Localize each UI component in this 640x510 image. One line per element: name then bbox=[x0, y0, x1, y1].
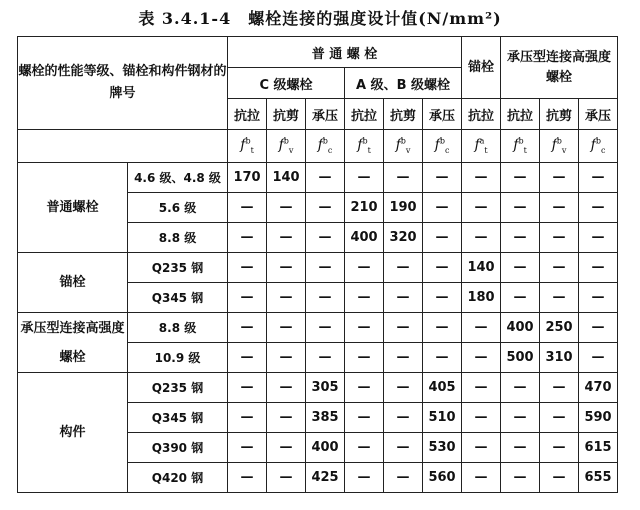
value-cell: — bbox=[462, 433, 501, 463]
value-cell: — bbox=[423, 163, 462, 193]
sub-c-header: C 级螺栓 bbox=[228, 68, 345, 99]
value-cell: — bbox=[462, 223, 501, 253]
value-cell: — bbox=[501, 193, 540, 223]
strength-symbol: $f^a_t$ bbox=[474, 136, 488, 156]
column-symbol-4 bbox=[345, 130, 384, 163]
value-cell: — bbox=[384, 433, 423, 463]
value-cell: — bbox=[306, 223, 345, 253]
value-cell: 250 bbox=[540, 313, 579, 343]
value-cell: — bbox=[462, 163, 501, 193]
value-cell: 560 bbox=[423, 463, 462, 493]
value-cell: — bbox=[384, 373, 423, 403]
group-ordinary-header: 普 通 螺 栓 bbox=[228, 37, 462, 68]
value-cell: — bbox=[267, 433, 306, 463]
value-cell: — bbox=[540, 403, 579, 433]
table-row bbox=[18, 313, 618, 343]
value-cell: — bbox=[501, 283, 540, 313]
value-cell: — bbox=[423, 253, 462, 283]
value-cell: — bbox=[384, 343, 423, 373]
value-cell: 470 bbox=[579, 373, 618, 403]
value-cell: 140 bbox=[462, 253, 501, 283]
strength-symbol: $f^b_v$ bbox=[278, 136, 294, 156]
column-symbol-8 bbox=[501, 130, 540, 163]
column-symbol-7 bbox=[462, 130, 501, 163]
value-cell: — bbox=[384, 253, 423, 283]
value-cell: — bbox=[306, 163, 345, 193]
column-label-5: 抗剪 bbox=[384, 99, 423, 130]
group-anchor-header: 锚栓 bbox=[462, 37, 501, 99]
value-cell: — bbox=[306, 343, 345, 373]
value-cell: — bbox=[462, 343, 501, 373]
sub-ab-header: A 级、B 级螺栓 bbox=[345, 68, 462, 99]
value-cell: 305 bbox=[306, 373, 345, 403]
value-cell: — bbox=[579, 163, 618, 193]
value-cell: — bbox=[267, 463, 306, 493]
strength-symbol: $f^b_c$ bbox=[434, 136, 450, 156]
value-cell: — bbox=[228, 283, 267, 313]
value-cell: — bbox=[540, 163, 579, 193]
value-cell: — bbox=[462, 193, 501, 223]
value-cell: — bbox=[345, 463, 384, 493]
grade-cell: Q420 钢 bbox=[128, 463, 228, 493]
column-label-10: 承压 bbox=[579, 99, 618, 130]
grade-cell: Q235 钢 bbox=[128, 373, 228, 403]
value-cell: — bbox=[228, 193, 267, 223]
grade-cell: 4.6 级、4.8 级 bbox=[128, 163, 228, 193]
group-name-cell: 普通螺栓 bbox=[18, 163, 128, 253]
value-cell: — bbox=[384, 463, 423, 493]
strength-symbol: $f^b_c$ bbox=[590, 136, 606, 156]
column-label-6: 承压 bbox=[423, 99, 462, 130]
value-cell: — bbox=[579, 223, 618, 253]
table-row bbox=[18, 253, 618, 283]
value-cell: — bbox=[228, 373, 267, 403]
column-label-9: 抗剪 bbox=[540, 99, 579, 130]
column-label-8: 抗拉 bbox=[501, 99, 540, 130]
value-cell: — bbox=[579, 193, 618, 223]
value-cell: 320 bbox=[384, 223, 423, 253]
grade-cell: Q390 钢 bbox=[128, 433, 228, 463]
value-cell: — bbox=[345, 343, 384, 373]
value-cell: — bbox=[345, 283, 384, 313]
column-label-2: 抗剪 bbox=[267, 99, 306, 130]
strength-symbol: $f^b_v$ bbox=[551, 136, 567, 156]
value-cell: 140 bbox=[267, 163, 306, 193]
grade-cell: 8.8 级 bbox=[128, 313, 228, 343]
value-cell: — bbox=[267, 253, 306, 283]
value-cell: — bbox=[345, 433, 384, 463]
value-cell: — bbox=[501, 403, 540, 433]
value-cell: — bbox=[228, 463, 267, 493]
value-cell: — bbox=[306, 253, 345, 283]
value-cell: — bbox=[228, 433, 267, 463]
value-cell: — bbox=[267, 313, 306, 343]
value-cell: — bbox=[540, 253, 579, 283]
value-cell: — bbox=[306, 283, 345, 313]
value-cell: — bbox=[423, 343, 462, 373]
value-cell: — bbox=[384, 163, 423, 193]
value-cell: — bbox=[462, 313, 501, 343]
value-cell: 510 bbox=[423, 403, 462, 433]
value-cell: 655 bbox=[579, 463, 618, 493]
value-cell: — bbox=[228, 313, 267, 343]
value-cell: 210 bbox=[345, 193, 384, 223]
value-cell: 385 bbox=[306, 403, 345, 433]
value-cell: — bbox=[540, 193, 579, 223]
strength-symbol: $f^b_t$ bbox=[357, 136, 371, 156]
column-label-7: 抗拉 bbox=[462, 99, 501, 130]
value-cell: 400 bbox=[345, 223, 384, 253]
value-cell: — bbox=[501, 163, 540, 193]
value-cell: — bbox=[345, 253, 384, 283]
corner-header: 螺栓的性能等级、锚栓和构件钢材的牌号 bbox=[18, 37, 228, 130]
value-cell: — bbox=[579, 253, 618, 283]
value-cell: — bbox=[384, 283, 423, 313]
value-cell: 425 bbox=[306, 463, 345, 493]
value-cell: — bbox=[540, 463, 579, 493]
value-cell: — bbox=[345, 373, 384, 403]
value-cell: — bbox=[267, 403, 306, 433]
value-cell: — bbox=[462, 373, 501, 403]
value-cell: — bbox=[267, 373, 306, 403]
strength-symbol: $f^b_t$ bbox=[240, 136, 254, 156]
table-body bbox=[18, 37, 618, 493]
value-cell: — bbox=[228, 403, 267, 433]
value-cell: 310 bbox=[540, 343, 579, 373]
value-cell: — bbox=[501, 223, 540, 253]
value-cell: 500 bbox=[501, 343, 540, 373]
grade-cell: Q345 钢 bbox=[128, 403, 228, 433]
value-cell: — bbox=[228, 253, 267, 283]
value-cell: 530 bbox=[423, 433, 462, 463]
column-symbol-5 bbox=[384, 130, 423, 163]
group-name-cell: 承压型连接高强度螺栓 bbox=[18, 313, 128, 373]
group-hs-header: 承压型连接高强度螺栓 bbox=[501, 37, 618, 99]
value-cell: 590 bbox=[579, 403, 618, 433]
column-symbol-3 bbox=[306, 130, 345, 163]
value-cell: 190 bbox=[384, 193, 423, 223]
value-cell: — bbox=[579, 283, 618, 313]
value-cell: — bbox=[423, 223, 462, 253]
column-symbol-1 bbox=[228, 130, 267, 163]
value-cell: — bbox=[501, 253, 540, 283]
value-cell: — bbox=[345, 313, 384, 343]
value-cell: — bbox=[384, 313, 423, 343]
column-label-3: 承压 bbox=[306, 99, 345, 130]
value-cell: — bbox=[306, 193, 345, 223]
group-name-cell: 锚栓 bbox=[18, 253, 128, 313]
value-cell: — bbox=[267, 193, 306, 223]
value-cell: — bbox=[462, 403, 501, 433]
strength-symbol: $f^b_t$ bbox=[513, 136, 527, 156]
value-cell: — bbox=[345, 163, 384, 193]
value-cell: 405 bbox=[423, 373, 462, 403]
group-name-cell: 构件 bbox=[18, 373, 128, 493]
table-caption: 表 3.4.1-4 螺栓连接的强度设计值(N/mm²) bbox=[138, 9, 502, 28]
grade-cell: 8.8 级 bbox=[128, 223, 228, 253]
value-cell: — bbox=[462, 463, 501, 493]
header-row-1 bbox=[18, 37, 618, 68]
symbol-row-spacer bbox=[18, 130, 228, 163]
value-cell: — bbox=[423, 283, 462, 313]
header-row-4 bbox=[18, 130, 618, 163]
table-row bbox=[18, 373, 618, 403]
value-cell: 615 bbox=[579, 433, 618, 463]
column-label-4: 抗拉 bbox=[345, 99, 384, 130]
strength-table bbox=[17, 36, 618, 493]
value-cell: — bbox=[540, 433, 579, 463]
table-row bbox=[18, 163, 618, 193]
value-cell: — bbox=[540, 373, 579, 403]
grade-cell: Q345 钢 bbox=[128, 283, 228, 313]
value-cell: — bbox=[501, 433, 540, 463]
value-cell: — bbox=[384, 403, 423, 433]
strength-symbol: $f^b_v$ bbox=[395, 136, 411, 156]
column-symbol-6 bbox=[423, 130, 462, 163]
grade-cell: 5.6 级 bbox=[128, 193, 228, 223]
value-cell: — bbox=[228, 223, 267, 253]
value-cell: — bbox=[423, 313, 462, 343]
value-cell: — bbox=[345, 403, 384, 433]
value-cell: — bbox=[540, 223, 579, 253]
value-cell: — bbox=[306, 313, 345, 343]
value-cell: — bbox=[423, 193, 462, 223]
column-label-1: 抗拉 bbox=[228, 99, 267, 130]
value-cell: — bbox=[267, 343, 306, 373]
value-cell: — bbox=[228, 343, 267, 373]
value-cell: — bbox=[501, 373, 540, 403]
value-cell: 400 bbox=[306, 433, 345, 463]
value-cell: — bbox=[267, 223, 306, 253]
grade-cell: 10.9 级 bbox=[128, 343, 228, 373]
value-cell: — bbox=[501, 463, 540, 493]
column-symbol-9 bbox=[540, 130, 579, 163]
column-symbol-10 bbox=[579, 130, 618, 163]
strength-symbol: $f^b_c$ bbox=[317, 136, 333, 156]
value-cell: 170 bbox=[228, 163, 267, 193]
value-cell: — bbox=[267, 283, 306, 313]
value-cell: 180 bbox=[462, 283, 501, 313]
value-cell: 400 bbox=[501, 313, 540, 343]
value-cell: — bbox=[540, 283, 579, 313]
value-cell: — bbox=[579, 343, 618, 373]
column-symbol-2 bbox=[267, 130, 306, 163]
value-cell: — bbox=[579, 313, 618, 343]
grade-cell: Q235 钢 bbox=[128, 253, 228, 283]
